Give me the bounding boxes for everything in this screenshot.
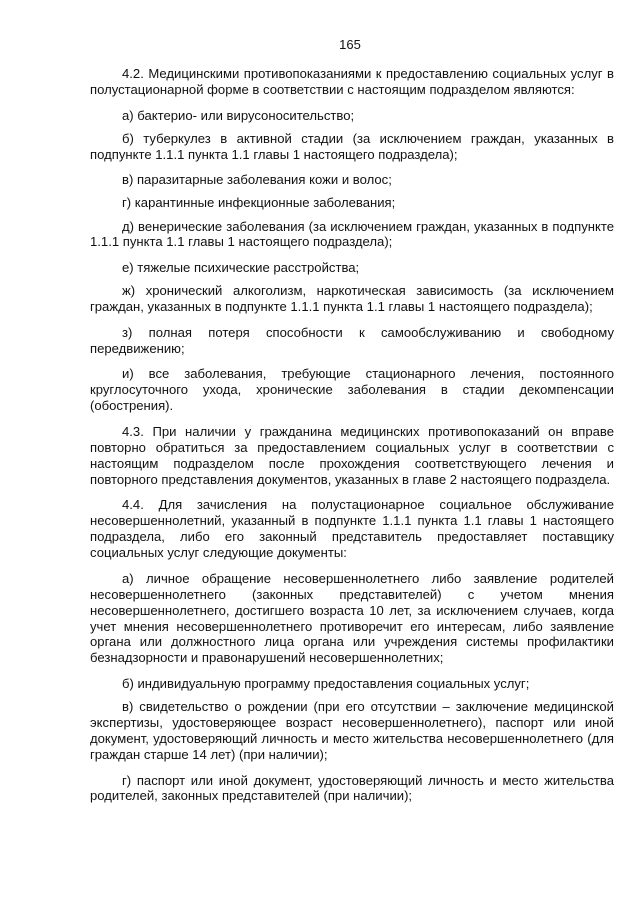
list-item-a: а) бактерио- или вирусоносительство; bbox=[122, 107, 355, 123]
list-item-v: в) паразитарные заболевания кожи и волос; bbox=[122, 172, 392, 188]
list-item-i: и) все заболевания, требующие стационарного лечения, постоянного круглосуточного ухода, хронические заболевания в стадии декомпенсации (обострения). bbox=[90, 366, 614, 414]
doc-item-b: б) индивидуальную программу предоставления социальных услуг; bbox=[122, 676, 530, 692]
paragraph-4-3: 4.3. При наличии у гражданина медицинских противопоказаний он вправе повторно обратиться за предоставлением социальных услуг в соответствии с настоящим подразделом после прохождения соответствующего лечения и повторного представления документов, указанных в главе 2 настоящего подраздела. bbox=[90, 423, 614, 487]
paragraph-4-4: 4.4. Для зачисления на полустационарное социальное обслуживание несовершеннолетний, указанный в подпункте 1.1.1 пункта 1.1 главы 1 настоящего подраздела, либо его законный представитель предоставляет поставщику социальных услуг следующие документы: bbox=[90, 497, 614, 561]
list-item-e: е) тяжелые психические расстройства; bbox=[122, 260, 360, 276]
list-item-z: з) полная потеря способности к самообслуживанию и свободному передвижению; bbox=[90, 324, 614, 356]
doc-item-v: в) свидетельство о рождении (при его отсутствии – заключение медицинской экспертизы, удостоверяющее возраст несовершеннолетнего), паспорт или иной документ, удостоверяющий личность и место жительства несовершеннолетнего (для граждан старше 14 лет) (при наличии); bbox=[90, 699, 614, 762]
list-item-d: д) венерические заболевания (за исключением граждан, указанных в подпункте 1.1.1 пункта 1.1 главы 1 настоящего подраздела); bbox=[90, 218, 614, 250]
list-item-g: г) карантинные инфекционные заболевания; bbox=[122, 195, 396, 211]
doc-item-g: г) паспорт или иной документ, удостоверяющий личность и место жительства родителей, законных представителей (при наличии); bbox=[90, 772, 614, 804]
list-item-b: б) туберкулез в активной стадии (за исключением граждан, указанных в подпункте 1.1.1 пункта 1.1 главы 1 настоящего подраздела); bbox=[90, 130, 614, 162]
paragraph-4-2: 4.2. Медицинскими противопоказаниями к предоставлению социальных услуг в полустационарной форме в соответствии с настоящим подразделом являются: bbox=[90, 66, 614, 97]
document-body bbox=[90, 66, 614, 814]
page-number: 165 bbox=[339, 37, 361, 52]
doc-item-a: а) личное обращение несовершеннолетнего либо заявление родителей несовершеннолетнего (законных представителей) с учетом мнения несовершеннолетнего, достигшего возраста 10 лет, за исключением случаев, когда учет мнения несовершеннолетнего противоречит его интересам, либо заявление органа или должностного лица органа или учреждения системы профилактики безнадзорности и правонарушений несовершеннолетних; bbox=[90, 570, 614, 666]
list-item-zh: ж) хронический алкоголизм, наркотическая зависимость (за исключением граждан, указанных в подпункте 1.1.1 пункта 1.1 главы 1 настоящего подраздела); bbox=[90, 283, 614, 315]
